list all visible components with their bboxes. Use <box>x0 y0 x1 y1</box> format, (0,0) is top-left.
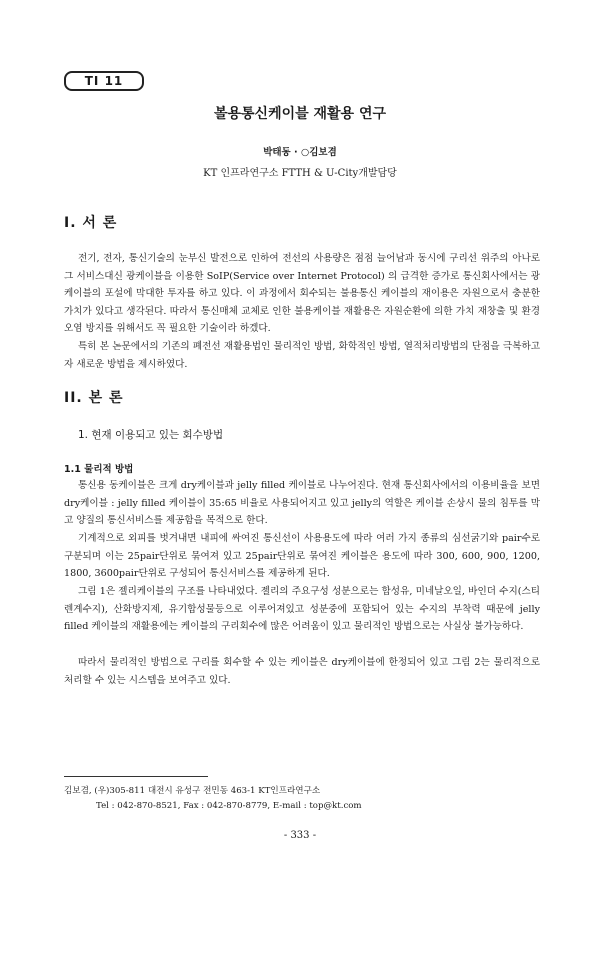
body-paragraph: 그림 1은 젤리케이블의 구조를 나타내었다. 젤리의 주요구성 성분으로는 합성유, 미네날오일, 바인더 수지(스티렌계수지), 산화방지제, 유기합성물등으로 이루어져있고 성분중에 포함되어 있는 수지의 부착력 때문에 jelly filled 케이블의 재활용에는 케이블의 구리회수에 많은 어려움이 있고 물리적인 방법으로는 사실상 불가능하다. <box>64 586 540 633</box>
intro-paragraph: 전기, 전자, 통신기술의 눈부신 발전으로 인하여 전선의 사용량은 점점 늘어남과 동시에 구리선 위주의 아나로그 서비스대신 광케이블을 이용한 SoIP(Service over Internet Protocol) 의 급격한 증가로 통신회사에서는 광케이블의 포설에 막대한 투자를 하고 있다. 이 과정에서 회수되는 불용통신 케이블의 재이용은 자원으로서 충분한 가치가 있다고 생각된다. 따라서 통신매체 교체로 인한 불용케이블 재활용은 자원순환에 의한 가치 재창출 및 환경오염 방지를 위해서도 꼭 필요한 기술이라 하겠다. <box>64 253 540 335</box>
author-list: 박태동 · ○김보겸 <box>263 147 337 158</box>
page-number: - 333 - <box>283 830 317 841</box>
body-paragraph: 기계적으로 외피를 벗겨내면 내피에 싸여진 통신선이 사용용도에 따라 여러 가지 종류의 심선굵기와 pair수로 구분되며 이는 25pair단위로 묶여져 있고 25pair단위로 묶여진 케이블은 용도에 따라 300, 600, 900, 1200, 1800, 3600pair단위로 구성되어 통신서비스를 제공하게 된다. <box>64 533 540 580</box>
section-heading-introduction: I. 서 론 <box>64 215 118 231</box>
session-tag: TI 11 <box>64 71 144 91</box>
intro-paragraph: 특히 본 논문에서의 기존의 폐전선 재활용법인 물리적인 방법, 화학적인 방법, 열적처리방법의 단점을 극복하고자 새로운 방법을 제시하였다. <box>64 341 540 370</box>
body-paragraph: 통신용 동케이블은 크게 dry케이블과 jelly filled 케이블로 나누어진다. 현재 통신회사에서의 이용비율을 보면 dry케이블 : jelly filled 케이블이 35:65 비율로 사용되어지고 있고 jelly의 역할은 케이블 손상시 물의 침투를 막고 양질의 통신서비스를 제공함을 목적으로 한다. <box>64 480 540 527</box>
subsubsection-heading: 1.1 물리적 방법 <box>64 464 134 475</box>
body-paragraph: 따라서 물리적인 방법으로 구리를 회수할 수 있는 케이블은 dry케이블에 한정되어 있고 그림 2는 물리적으로 처리할 수 있는 시스템을 보여주고 있다. <box>64 657 540 686</box>
subsection-heading: 1. 현재 이용되고 있는 회수방법 <box>78 429 224 441</box>
affiliation: KT 인프라연구소 FTTH & U-City개발담당 <box>203 168 397 179</box>
paper-title: 볼용통신케이블 재활용 연구 <box>213 106 387 122</box>
footnote-address: 김보겸, (우)305-811 대전시 유성구 전민동 463-1 KT인프라연구소 <box>64 786 321 796</box>
section-heading-body: II. 본 론 <box>64 390 124 406</box>
footnote-divider <box>64 776 208 777</box>
footnote-contact: Tel : 042-870-8521, Fax : 042-870-8779, E-mail : top@kt.com <box>96 801 362 811</box>
